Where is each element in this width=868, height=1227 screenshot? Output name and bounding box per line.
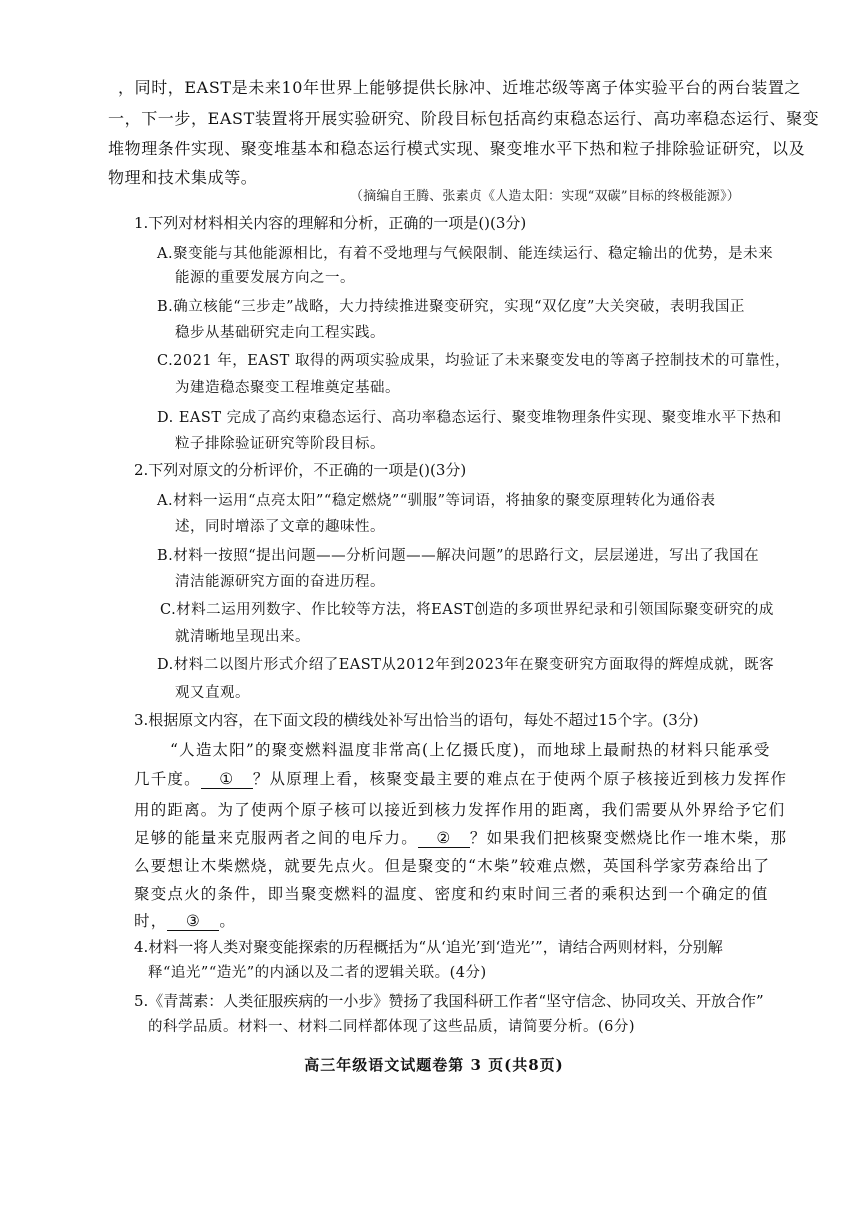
q1-option-d-cont: 粒子排除验证研究等阶段目标。	[175, 436, 385, 452]
q4-stem-cont: 释“追光”“造光”的内涵以及二者的逻辑关联。(4分)	[148, 965, 487, 981]
q3-paragraph-line-5: 么要想让木柴燃烧，就要先点火。但是聚变的“木柴”较难点燃，英国科学家劳森给出了	[134, 857, 771, 875]
q3-text: ？如果我们把核聚变燃烧比作一堆木柴，那	[469, 829, 788, 847]
q3-text: 。	[219, 912, 237, 930]
q2-stem: 2.下列对原文的分析评价，不正确的一项是()(3分)	[134, 461, 467, 479]
q1-option-b: B.确立核能“三步走”战略，大力持续推进聚变研究，实现“双亿度”大关突破，表明我国正	[157, 299, 745, 315]
q1-stem: 1.下列对材料相关内容的理解和分析，正确的一项是()(3分)	[134, 214, 527, 232]
q1-option-a: A.聚变能与其他能源相比，有着不受地理与气候限制、能连续运行、稳定输出的优势，是未来	[157, 246, 774, 262]
q1-option-a-cont: 能源的重要发展方向之一。	[175, 270, 355, 286]
q4-stem: 4.材料一将人类对聚变能探索的历程概括为“从‘追光’到‘造光’”，请结合两则材料，分别解	[134, 938, 723, 956]
q3-paragraph-line-4	[134, 828, 787, 848]
q1-option-d: D. EAST 完成了高约束稳态运行、高功率稳态运行、聚变堆物理条件实现、聚变堆水平下热和	[157, 410, 782, 426]
answer-blank-1[interactable]: ①	[201, 771, 253, 789]
answer-blank-3[interactable]: ③	[167, 913, 219, 931]
q3-text: 时，	[134, 912, 168, 930]
passage-line-1: ，同时，EAST是未来10年世界上能够提供长脉冲、近堆芯级等离子体实验平台的两台装置之	[118, 78, 802, 97]
source-citation: （摘编自王腾、张素贞《人造太阳：实现“双碳”目标的终极能源》）	[350, 189, 740, 204]
q3-paragraph-line-1: “人造太阳”的聚变燃料温度非常高(上亿摄氏度)，而地球上最耐热的材料只能承受	[170, 741, 771, 759]
q2-option-c-cont: 就清晰地呈现出来。	[175, 629, 310, 645]
q3-text: ？从原理上看，核聚变最主要的难点在于使两个原子核接近到核力发挥作	[252, 770, 788, 788]
passage-line-4: 物理和技术集成等。	[108, 168, 258, 187]
q2-option-d-cont: 观又直观。	[175, 685, 250, 701]
q2-option-c: C.材料二运用列数字、作比较等方法，将EAST创造的多项世界纪录和引领国际聚变研究的成	[160, 602, 774, 618]
q2-option-b: B.材料一按照“提出问题——分析问题——解决问题”的思路行文，层层递进，写出了我国在	[157, 548, 760, 564]
q1-option-b-cont: 稳步从基础研究走向工程实践。	[175, 325, 385, 341]
passage-line-3: 堆物理条件实现、聚变堆基本和稳态运行模式实现、聚变堆水平下热和粒子排除验证研究，以及	[108, 139, 806, 158]
q3-text: 足够的能量来克服两者之间的电斥力。	[134, 829, 418, 847]
answer-blank-2[interactable]: ②	[418, 830, 470, 848]
q1-option-c: C.2021 年，EAST 取得的两项实验成果，均验证了未来聚变发电的等离子控制技术的可靠性，	[157, 353, 790, 369]
q5-stem: 5.《青蒿素：人类征服疾病的一小步》赞扬了我国科研工作者“坚守信念、协同攻关、开放合作”	[134, 992, 764, 1010]
q3-paragraph-line-3: 用的距离。为了使两个原子核可以接近到核力发挥作用的距离，我们需要从外界给予它们	[134, 801, 786, 819]
q3-paragraph-line-7	[134, 911, 236, 931]
q3-stem: 3.根据原文内容，在下面文段的横线处补写出恰当的语句，每处不超过15个字。(3分)	[134, 711, 699, 729]
passage-line-2: 一，下一步，EAST装置将开展实验研究、阶段目标包括高约束稳态运行、高功率稳态运行、聚变	[108, 109, 820, 128]
q2-option-a: A.材料一运用“点亮太阳”“稳定燃烧”“驯服”等词语，将抽象的聚变原理转化为通俗表	[157, 493, 716, 509]
page-footer: 高三年级语文试题卷第 3 页(共8页)	[304, 1056, 564, 1074]
q3-paragraph-line-2	[134, 769, 787, 789]
q3-paragraph-line-6: 聚变点火的条件，即当聚变燃料的温度、密度和约束时间三者的乘积达到一个确定的值	[134, 885, 769, 903]
q2-option-b-cont: 清洁能源研究方面的奋进历程。	[175, 574, 385, 590]
q2-option-d: D.材料二以图片形式介绍了EAST从2012年到2023年在聚变研究方面取得的辉煌成就，既客	[157, 657, 775, 673]
q3-text: 几千度。	[134, 770, 201, 788]
q2-option-a-cont: 述，同时增添了文章的趣味性。	[175, 519, 385, 535]
q1-option-c-cont: 为建造稳态聚变工程堆奠定基础。	[175, 380, 400, 396]
q5-stem-cont: 的科学品质。材料一、材料二同样都体现了这些品质，请简要分析。(6分)	[148, 1019, 636, 1035]
